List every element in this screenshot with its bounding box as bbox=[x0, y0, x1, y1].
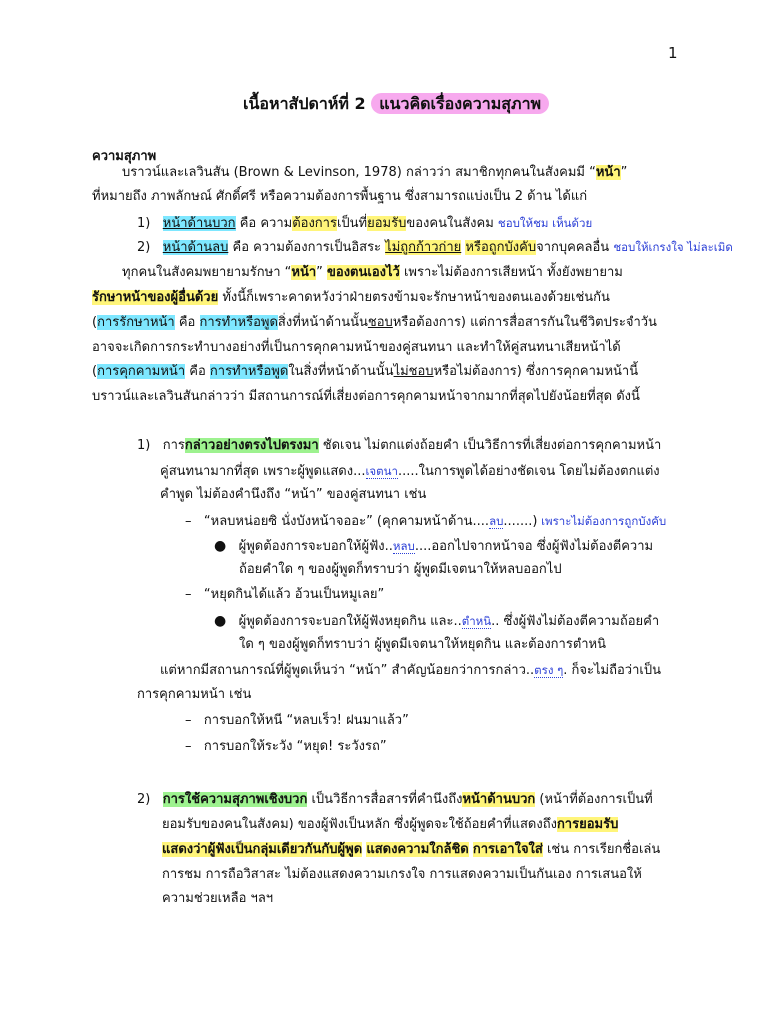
highlight-bald-on-record: กล่าวอย่างตรงไปตรงมา bbox=[184, 438, 319, 453]
face-item-positive bbox=[137, 214, 592, 233]
text: ผู้พูดต้องการจะบอกให้ผู้ฟังหยุดกิน และ.. bbox=[238, 614, 462, 629]
text: ในสิ่งที่หน้าด้านนั้น bbox=[288, 364, 394, 379]
strategy-1-line-2 bbox=[160, 462, 660, 481]
handwritten-answer: ตำหนิ bbox=[461, 614, 492, 628]
example-2-sub-1 bbox=[214, 612, 659, 631]
highlight-positive-face: หน้าด้านบวก bbox=[162, 216, 236, 231]
text: หรือต้องการ) แต่การสื่อสารกันในชีวิตประจำวัน bbox=[392, 315, 657, 330]
text: คือ ความ bbox=[235, 216, 293, 231]
highlight-own-face: ของตนเองไว้ bbox=[327, 265, 400, 280]
highlight-negative-face: หน้าด้านลบ bbox=[162, 240, 229, 255]
strategy-2-line-3 bbox=[162, 841, 660, 859]
text: .. ซึ่งผู้ฟังไม่ต้องตีความถ้อยคำ bbox=[491, 614, 660, 629]
example-1 bbox=[185, 512, 666, 531]
highlight-want: ต้องการ bbox=[292, 216, 337, 231]
strategy-1-line-3: คำพูด ไม่ต้องคำนึงถึง “หน้า” ของคู่สนทนา เช่น bbox=[160, 487, 427, 502]
title-prefix: เนื้อหาสัปดาห์ที่ 2 bbox=[243, 94, 366, 113]
text: ( bbox=[92, 364, 98, 379]
para-line-3 bbox=[92, 314, 657, 332]
text: “หลบหน่อยซิ นั่งบังหน้าจออะ” (คุกคามหน้าด้าน.... bbox=[203, 514, 490, 529]
text: ทุกคนในสังคมพยายามรักษา “ bbox=[122, 265, 292, 280]
highlight-do-or-say: การทำหรือพูด bbox=[209, 364, 289, 379]
text: “หยุดกินได้แล้ว อ้วนเป็นหมูเลย” bbox=[203, 587, 385, 602]
text: เป็นที่ bbox=[336, 216, 368, 231]
item-number: 2) bbox=[137, 792, 151, 807]
handwritten-answer: ลบ bbox=[489, 514, 504, 528]
text: ....ออกไปจากหน้าจอ ซึ่งผู้ฟังไม่ต้องตีความ bbox=[414, 539, 654, 554]
dot-bullet: ● bbox=[214, 538, 227, 554]
dash-bullet: – bbox=[185, 713, 192, 728]
highlight-face-saving: การรักษาหน้า bbox=[97, 315, 175, 330]
text: ” bbox=[620, 165, 628, 180]
highlight-face-threat: การคุกคามหน้า bbox=[97, 364, 186, 379]
item-number: 1) bbox=[137, 216, 151, 231]
text: ชัดเจน ไม่ตกแต่งถ้อยคำ เป็นวิธีการที่เสี่ยงต่อการคุกคามหน้า bbox=[318, 438, 662, 453]
example-2 bbox=[185, 586, 384, 604]
example-1-sub-1 bbox=[214, 537, 653, 556]
para-line-2 bbox=[92, 289, 610, 307]
text: จากบุคคลอื่น bbox=[536, 240, 610, 255]
text: สิ่งที่หน้าด้านนั้น bbox=[277, 315, 368, 330]
handwritten-answer: ตรง ๆ bbox=[534, 663, 564, 677]
text: การ bbox=[162, 438, 185, 453]
dot-bullet: ● bbox=[214, 613, 227, 629]
text: ( bbox=[92, 315, 98, 330]
text: เพราะไม่ต้องการเสียหน้า ทั้งยังพยายาม bbox=[399, 265, 623, 280]
highlight-acceptance: การยอมรับ bbox=[556, 817, 619, 832]
strategy-1-line-4 bbox=[160, 661, 661, 680]
intro-line-2: ที่หมายถึง ภาพลักษณ์ ศักดิ์ศรี หรือความต้องการพื้นฐาน ซึ่งสามารถแบ่งเป็น 2 ด้าน ได้แก่ bbox=[92, 189, 588, 204]
strategy-2-line-5: ความช่วยเหลือ ฯลฯ bbox=[162, 891, 274, 906]
underlined-like: ชอบ bbox=[367, 315, 393, 330]
page-title bbox=[243, 92, 549, 117]
text: (หน้าที่ต้องการเป็นที่ bbox=[535, 792, 653, 807]
text: ” bbox=[316, 265, 328, 280]
highlight-positive-politeness: การใช้ความสุภาพเชิงบวก bbox=[162, 792, 308, 807]
text: เช่น การเรียกชื่อเล่น bbox=[542, 842, 661, 857]
highlight-closeness: แสดงความใกล้ชิด bbox=[366, 842, 469, 857]
item-number: 2) bbox=[137, 240, 151, 255]
text: เป็นวิธีการสื่อสารที่คำนึงถึง bbox=[307, 792, 463, 807]
text: .....ในการพูดได้อย่างชัดเจน โดยไม่ต้องตกแต่ง bbox=[397, 464, 660, 479]
strategy-2-line-1 bbox=[137, 791, 653, 809]
text: คู่สนทนามากที่สุด เพราะผู้พูดแสดง... bbox=[160, 464, 366, 479]
text: ของคนในสังคม bbox=[406, 216, 494, 231]
text: ทั้งนี้ก็เพราะคาดหวังว่าฝ่ายตรงข้ามจะรักษาหน้าของตนเองด้วยเช่นกัน bbox=[218, 290, 610, 305]
para-line-1 bbox=[122, 264, 623, 282]
intro-line-1 bbox=[122, 164, 627, 182]
example-1-sub-2: ถ้อยคำใด ๆ ของผู้พูดก็ทราบว่า ผู้พูดมีเจตนาให้หลบออกไป bbox=[239, 562, 562, 577]
text: .......) bbox=[503, 514, 538, 529]
text: หรือไม่ต้องการ) ซึ่งการคุกคามหน้านี้ bbox=[433, 364, 639, 379]
para-line-4: อาจจะเกิดการกระทำบางอย่างที่เป็นการคุกคามหน้าของคู่สนทนา และทำให้คู่สนทนาเสียหน้าได้ bbox=[92, 340, 621, 355]
strategy-2-line-4: การชม การถือวิสาสะ ไม่ต้องแสดงความเกรงใจ การแสดงความเป็นกันเอง การเสนอให้ bbox=[162, 867, 642, 882]
underlined-dislike: ไม่ชอบ bbox=[393, 364, 434, 379]
handwritten-note: เพราะไม่ต้องการถูกบังคับ bbox=[537, 514, 667, 528]
text: ผู้พูดต้องการจะบอกให้ผู้ฟัง.. bbox=[238, 539, 393, 554]
text: คือ bbox=[185, 364, 210, 379]
highlight-no-force: หรือถูกบังคับ bbox=[465, 240, 537, 255]
highlight-attention: การเอาใจใส่ bbox=[472, 842, 543, 857]
para-line-6: บราวน์และเลวินสันกล่าวว่า มีสถานการณ์ที่เสี่ยงต่อการคุกคามหน้าจากมากที่สุดไปยังน้อยที่สุด ดังนี้ bbox=[92, 389, 640, 404]
example-2-sub-2: ใด ๆ ของผู้พูดก็ทราบว่า ผู้พูดมีเจตนาให้หยุดกิน และต้องการตำหนิ bbox=[239, 637, 607, 652]
strategy-1-line-5: การคุกคามหน้า เช่น bbox=[137, 687, 252, 702]
face-item-negative bbox=[137, 238, 733, 257]
para-line-5 bbox=[92, 363, 638, 381]
highlight-positive-face: หน้าด้านบวก bbox=[462, 792, 536, 807]
section-heading: ความสุภาพ bbox=[92, 149, 157, 164]
handwritten-note: ชอบให้เกรงใจ ไม่ละเมิด bbox=[613, 240, 733, 254]
text: การบอกให้ระวัง “หยุด! ระวังรถ” bbox=[203, 739, 387, 754]
handwritten-answer: เจตนา bbox=[365, 464, 398, 478]
highlight-accept: ยอมรับ bbox=[367, 216, 407, 231]
dash-bullet: – bbox=[185, 587, 192, 602]
handwritten-note: ชอบให้ชม เห็นด้วย bbox=[497, 216, 593, 230]
highlight-face: หน้า bbox=[595, 165, 621, 180]
highlight-no-intrusion: ไม่ถูกก้าวก่าย bbox=[385, 240, 462, 255]
dash-bullet: – bbox=[185, 739, 192, 754]
title-highlight: แนวคิดเรื่องความสุภาพ bbox=[371, 93, 549, 114]
page-number: 1 bbox=[668, 44, 678, 62]
strategy-1-line-1 bbox=[137, 437, 661, 455]
example-4 bbox=[185, 738, 387, 756]
item-number: 1) bbox=[137, 438, 151, 453]
text: . ก็จะไม่ถือว่าเป็น bbox=[563, 663, 661, 678]
strategy-2-line-2 bbox=[162, 816, 618, 834]
text: แต่หากมีสถานการณ์ที่ผู้พูดเห็นว่า “หน้า” สำคัญน้อยกว่าการกล่าว.. bbox=[160, 663, 535, 678]
text: ยอมรับของคนในสังคม) ของผู้ฟังเป็นหลัก ซึ่งผู้พูดจะใช้ถ้อยคำที่แสดงถึง bbox=[162, 817, 557, 832]
highlight-do-or-say: การทำหรือพูด bbox=[199, 315, 278, 330]
text: บราวน์และเลวินสัน (Brown & Levinson, 1978) กล่าวว่า สมาชิกทุกคนในสังคมมี “ bbox=[122, 165, 596, 180]
text: คือ bbox=[174, 315, 200, 330]
highlight-others-face: รักษาหน้าของผู้อื่นด้วย bbox=[92, 290, 219, 305]
text: คือ ความต้องการเป็นอิสระ bbox=[228, 240, 386, 255]
handwritten-answer: หลบ bbox=[392, 539, 415, 553]
text: การบอกให้หนี “หลบเร็ว! ฝนมาแล้ว” bbox=[203, 713, 409, 728]
dash-bullet: – bbox=[185, 514, 192, 529]
highlight-face: หน้า bbox=[291, 265, 317, 280]
highlight-same-group: แสดงว่าผู้ฟังเป็นกลุ่มเดียวกันกับผู้พูด bbox=[162, 842, 363, 857]
example-3 bbox=[185, 712, 409, 730]
